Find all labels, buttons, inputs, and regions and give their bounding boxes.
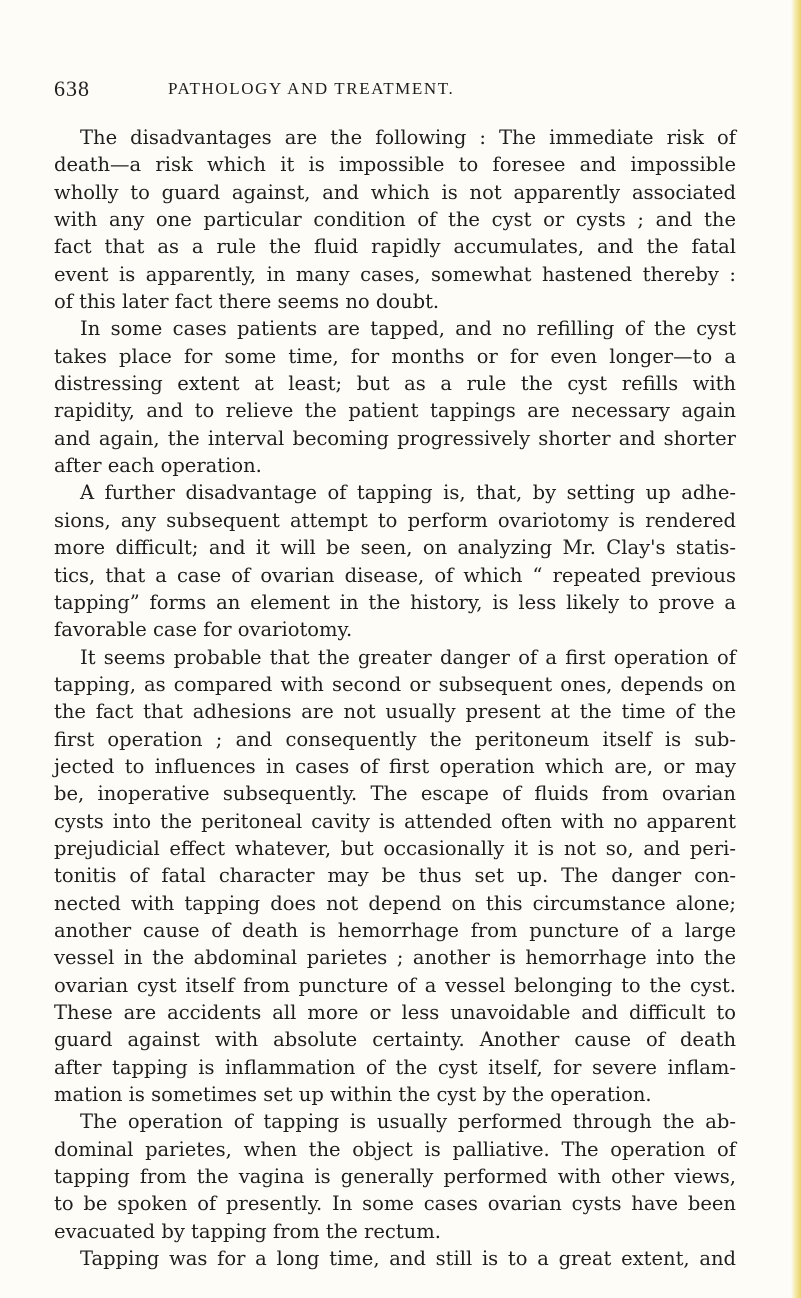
page-edge [791,0,801,1298]
body-text [54,124,736,1272]
text-line: vessel in the abdominal parietes ; another is hemorrhage into the [54,946,736,970]
text-line: jected to influences in cases of first operation which are, or may [54,754,736,778]
text-line: after tapping is inflammation of the cyst itself, for severe inflam- [54,1055,736,1079]
text-line: tapping from the vagina is generally performed with other views, [54,1165,736,1189]
text-line: rapidity, and to relieve the patient tappings are necessary again [54,399,736,423]
text-line: tics, that a case of ovarian disease, of which “ repeated previous [54,563,736,587]
text-line: fact that as a rule the fluid rapidly accumulates, and the fatal [54,235,736,259]
text-line: to be spoken of presently. In some cases ovarian cysts have been [54,1192,736,1216]
text-line: favorable case for ovariotomy. [54,618,353,642]
text-line: tapping, as compared with second or subsequent ones, depends on [54,672,736,696]
text-line: cysts into the peritoneal cavity is attended often with no apparent [54,809,736,833]
text-line: death—a risk which it is impossible to foresee and impossible [54,153,736,177]
text-line: of this later fact there seems no doubt. [54,290,440,314]
text-line: after each operation. [54,454,262,478]
text-line: the fact that adhesions are not usually present at the time of the [54,700,736,724]
text-line: The operation of tapping is usually performed through the ab- [80,1110,736,1134]
running-title: PATHOLOGY AND TREATMENT. [168,79,455,98]
text-line: distressing extent at least; but as a rule the cyst refills with [54,372,736,396]
text-line: takes place for some time, for months or for even longer—to a [54,344,736,368]
text-line: sions, any subsequent attempt to perform ovariotomy is rendered [54,508,736,532]
text-line: event is apparently, in many cases, somewhat hastened thereby : [54,262,736,286]
page-header [54,76,734,106]
text-line: Tapping was for a long time, and still is to a great extent, and [80,1247,736,1271]
text-line: evacuated by tapping from the rectum. [54,1219,441,1243]
text-line: tonitis of fatal character may be thus set up. The danger con- [54,864,736,888]
text-line: tapping” forms an element in the history, is less likely to prove a [54,590,736,614]
text-line: with any one particular condition of the cyst or cysts ; and the [54,208,736,232]
text-line: In some cases patients are tapped, and no refilling of the cyst [80,317,736,341]
text-line: dominal parietes, when the object is palliative. The operation of [54,1137,736,1161]
text-line: more difficult; and it will be seen, on analyzing Mr. Clay's statis- [54,536,736,560]
page-number: 638 [54,76,90,101]
text-line: ovarian cyst itself from puncture of a vessel belonging to the cyst. [54,973,736,997]
text-line: wholly to guard against, and which is not apparently associated [54,180,736,204]
text-line: and again, the interval becoming progressively shorter and shorter [54,426,736,450]
text-line: nected with tapping does not depend on this circumstance alone; [54,891,736,915]
text-line: first operation ; and consequently the peritoneum itself is sub- [54,727,736,751]
text-line: be, inoperative subsequently. The escape of fluids from ovarian [54,782,736,806]
text-line: mation is sometimes set up within the cyst by the operation. [54,1083,652,1107]
text-line: These are accidents all more or less unavoidable and difficult to [54,1001,736,1024]
text-line: prejudicial effect whatever, but occasionally it is not so, and peri- [54,836,736,860]
text-line: A further disadvantage of tapping is, that, by setting up adhe- [80,481,736,505]
text-line: The disadvantages are the following : The immediate risk of [80,126,736,149]
text-line: another cause of death is hemorrhage from puncture of a large [54,918,736,942]
text-line: guard against with absolute certainty. Another cause of death [54,1028,736,1052]
text-line: It seems probable that the greater danger of a first operation of [80,645,736,669]
